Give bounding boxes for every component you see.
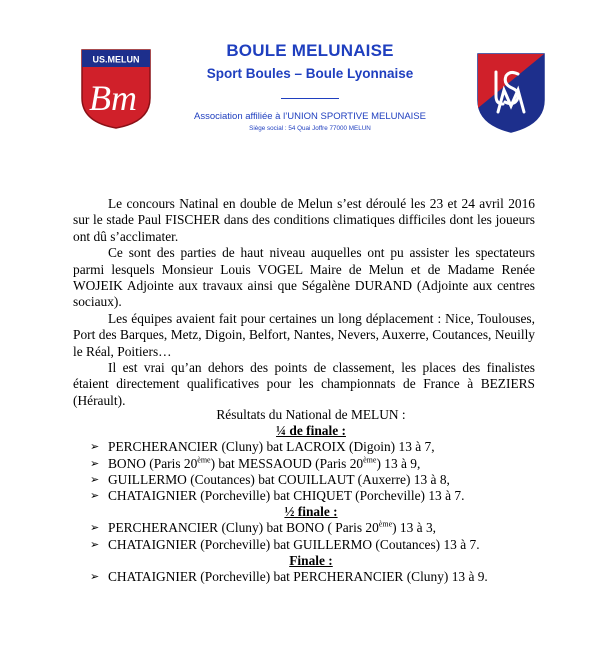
list-item: ➢ BONO (Paris 20ème) bat MESSAOUD (Paris 20ème) 13 à 9,	[90, 455, 421, 471]
letterhead	[0, 0, 614, 150]
list-item: ➢ CHATAIGNIER (Porcheville) bat CHIQUET (Porcheville) 13 à 7.	[90, 488, 465, 504]
club-title: BOULE MELUNAISE	[226, 41, 394, 60]
list-item: ➢ GUILLERMO (Coutances) bat COUILLAUT (Auxerre) 13 à 8,	[90, 471, 450, 487]
paragraph-2: Ce sont des parties de haut niveau auquelles ont pu assister les spectateurs parmi lesquels Monsieur Louis VOGEL Maire de Melun et de Madame Renée WOJEIK Adjointe aux travaux ainsi que Ségalène DURAND (Adjointe aux centres sociaux).	[73, 245, 535, 310]
quarter-final-title: ¼ de finale :	[276, 423, 346, 439]
article-body	[73, 196, 535, 409]
arrow-bullet-icon: ➢	[90, 537, 100, 551]
paragraph-1: Le concours Natinal en double de Melun s’est déroulé les 23 et 24 avril 2016 sur le stade Paul FISCHER dans des conditions climatiques difficiles dont les joueurs ont dû s’acclimater.	[73, 196, 535, 244]
arrow-bullet-icon: ➢	[90, 489, 100, 503]
us-melun-crest-icon	[80, 48, 152, 130]
header-divider	[281, 98, 339, 99]
arrow-bullet-icon: ➢	[90, 456, 100, 470]
final-title: Finale :	[289, 552, 333, 568]
usm-crest-icon	[476, 52, 546, 134]
crest-left-text: US.MELUN	[92, 54, 140, 65]
paragraph-4: Il est vrai qu’an dehors des points de classement, les places des finalistes étaient directement qualificatives pour les championnats de France à BEZIERS (Hérault).	[73, 360, 535, 408]
arrow-bullet-icon: ➢	[90, 521, 100, 535]
crest-left-letters: Bm	[89, 78, 137, 118]
siege-line: Siège social : 54 Quai Joffre 77000 MELUN	[249, 125, 371, 132]
arrow-bullet-icon: ➢	[90, 440, 100, 454]
list-item: ➢ CHATAIGNIER (Porcheville) bat GUILLERMO (Coutances) 13 à 7.	[90, 536, 480, 552]
list-item: ➢ PERCHERANCIER (Cluny) bat LACROIX (Digoin) 13 à 7,	[90, 439, 435, 455]
list-item: ➢ PERCHERANCIER (Cluny) bat BONO ( Paris 20ème) 13 à 3,	[90, 519, 437, 536]
semi-final-list	[90, 520, 550, 552]
quarter-final-list	[90, 439, 550, 504]
arrow-bullet-icon: ➢	[90, 472, 100, 486]
club-subtitle: Sport Boules – Boule Lyonnaise	[206, 66, 414, 81]
semi-final-title: ½ finale :	[284, 504, 338, 520]
results-title: Résultats du National de MELUN :	[216, 407, 406, 422]
letterhead-text	[160, 40, 460, 133]
final-list	[90, 569, 550, 585]
arrow-bullet-icon: ➢	[90, 570, 100, 584]
association-line: Association affiliée à l’UNION SPORTIVE MELUNAISE	[194, 111, 426, 122]
paragraph-3: Les équipes avaient fait pour certaines un long déplacement : Nice, Toulouses, Port des Barques, Metz, Digoin, Belfort, Nantes, Nevers, Auxerre, Coutances, Neuilly le Réal, Poitiers…	[73, 310, 535, 359]
results-section	[90, 407, 550, 585]
list-item: ➢ CHATAIGNIER (Porcheville) bat PERCHERANCIER (Cluny) 13 à 9.	[90, 569, 488, 585]
